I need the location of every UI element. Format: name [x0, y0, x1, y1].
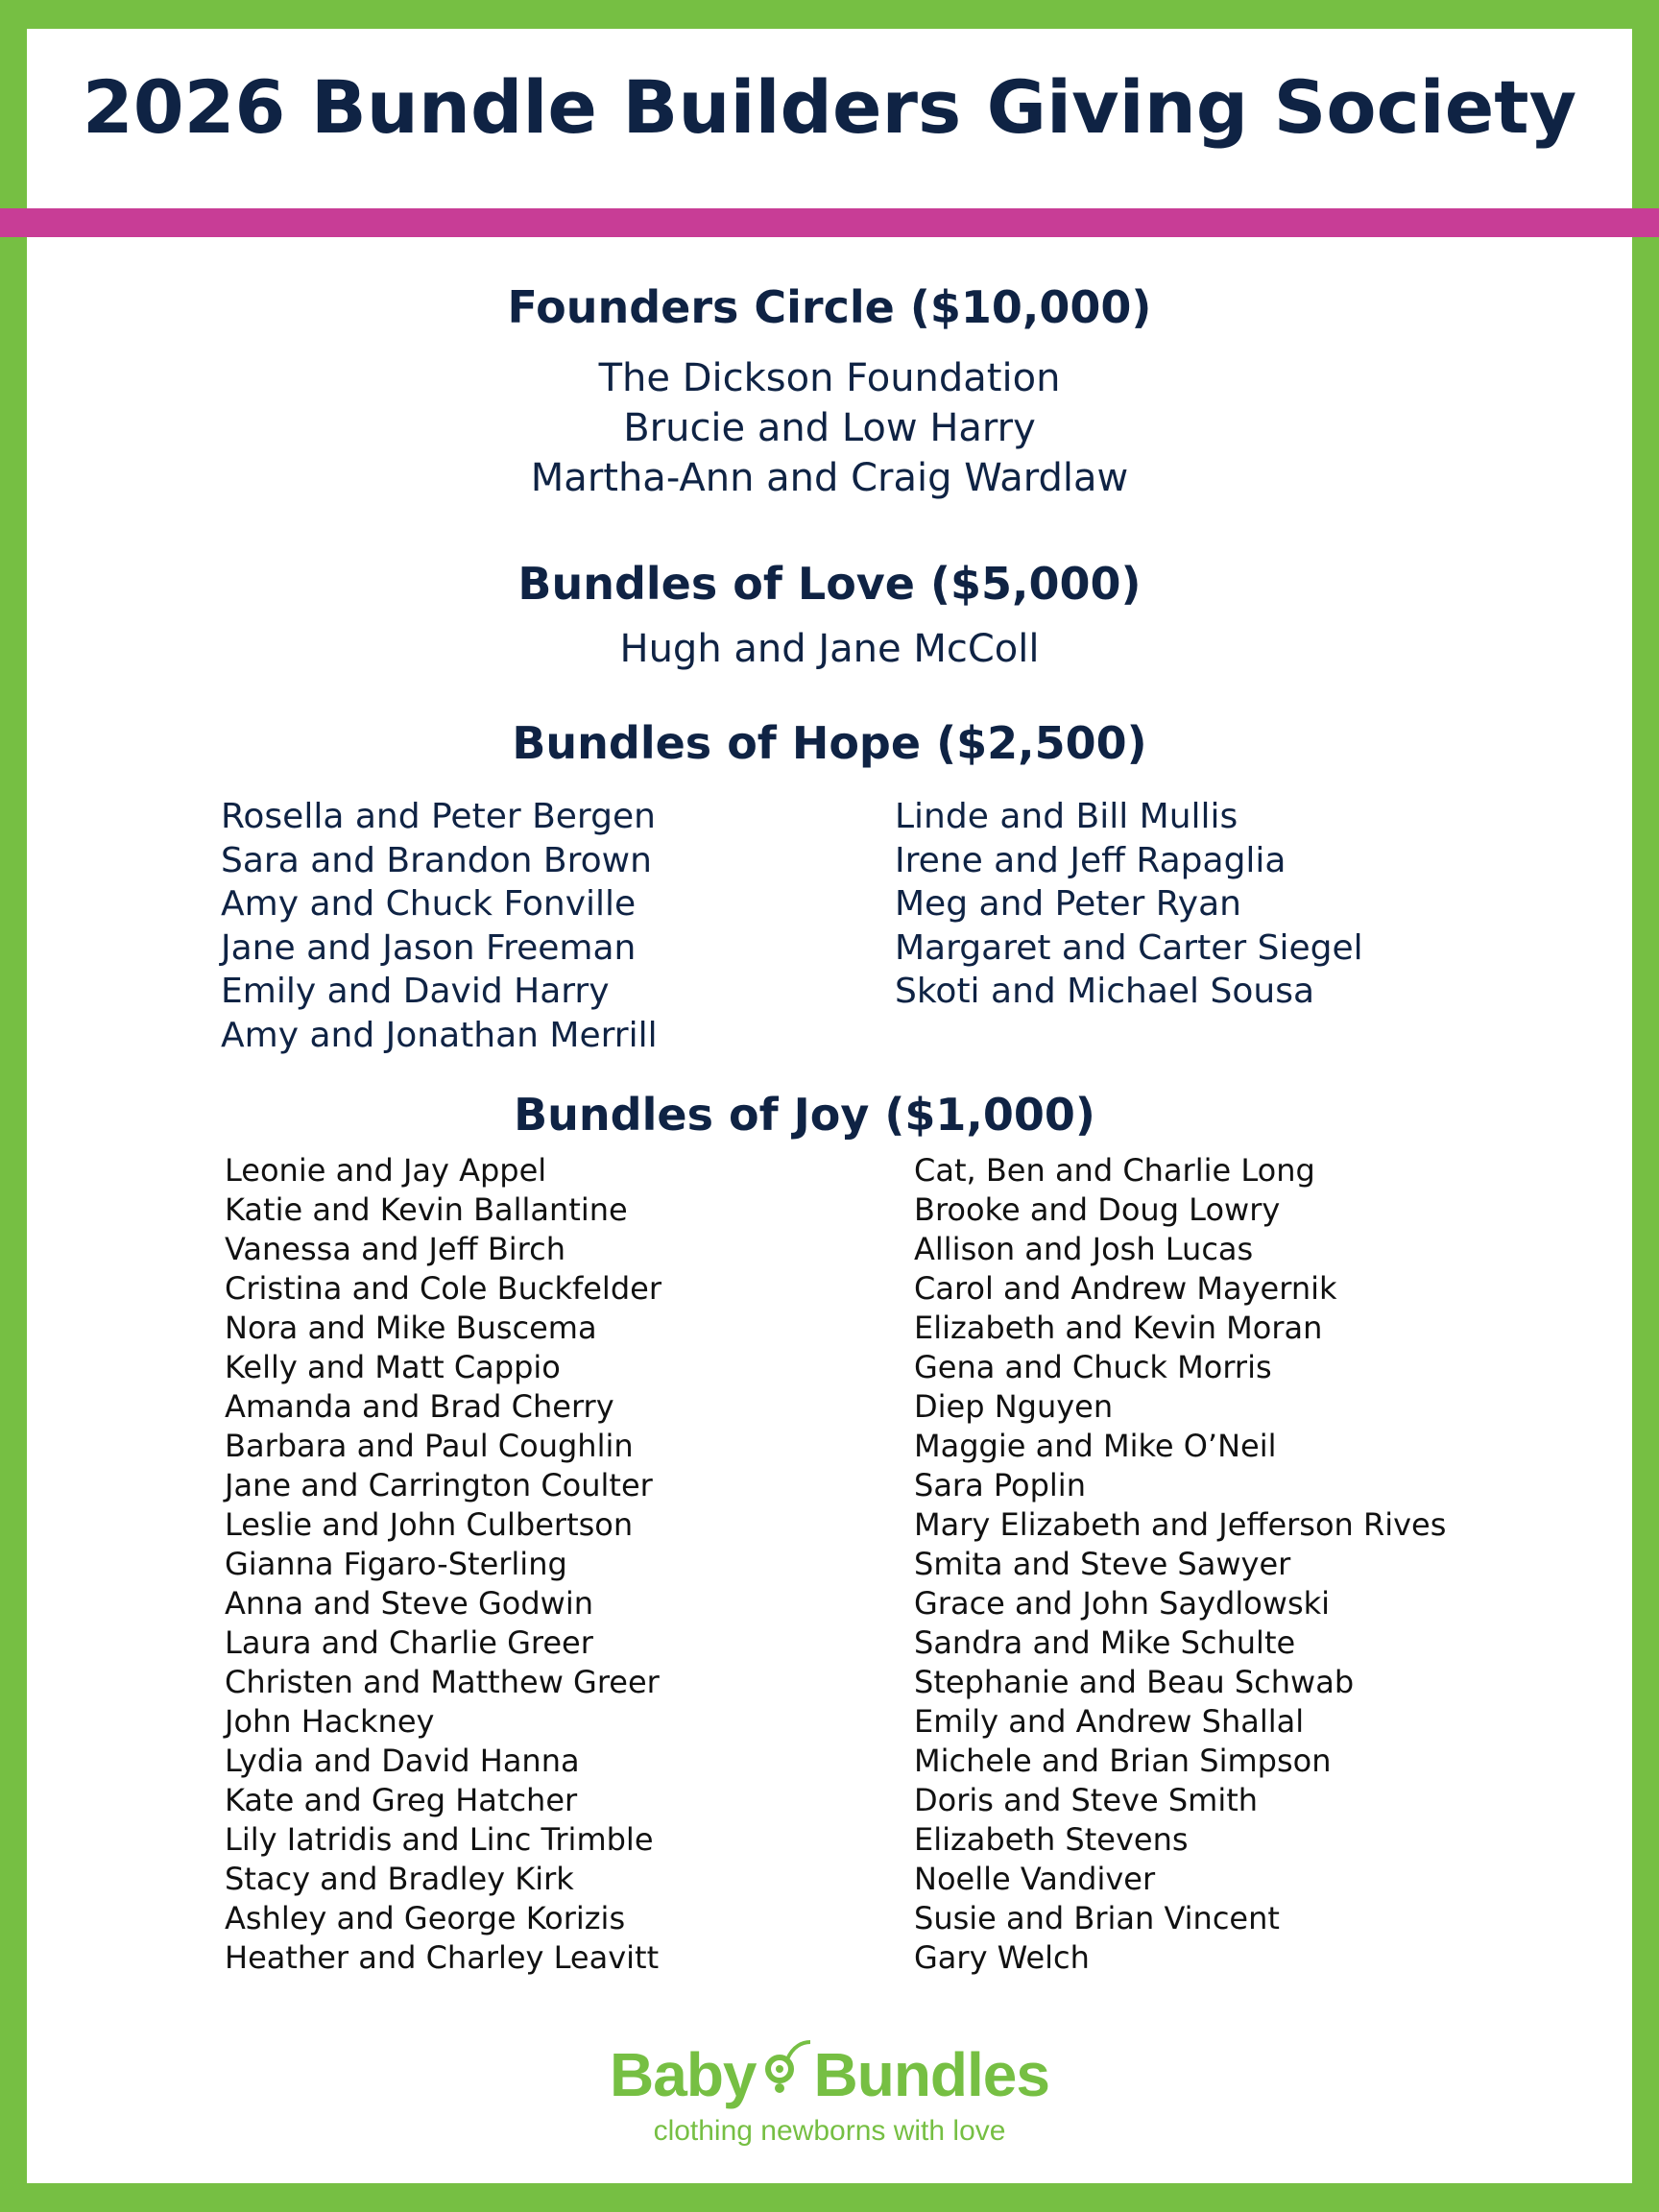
donor-name: Elizabeth Stevens — [914, 1821, 1189, 1858]
donor-name: Grace and John Saydlowski — [914, 1585, 1331, 1622]
donor-name: Barbara and Paul Coughlin — [225, 1428, 634, 1464]
donor-name: Amy and Chuck Fonville — [221, 884, 637, 925]
donor-name: Meg and Peter Ryan — [895, 884, 1241, 925]
donor-name: Emily and David Harry — [221, 972, 610, 1012]
joy-list-left — [225, 1151, 661, 1978]
donor-name: Lily Iatridis and Linc Trimble — [225, 1821, 654, 1858]
donor-name: Gena and Chuck Morris — [914, 1349, 1272, 1385]
donor-name: Sandra and Mike Schulte — [914, 1624, 1296, 1661]
donor-name: The Dickson Foundation — [598, 356, 1061, 400]
donor-name: Michele and Brian Simpson — [914, 1743, 1332, 1779]
donor-name: Leonie and Jay Appel — [225, 1152, 547, 1189]
donor-name: Diep Nguyen — [914, 1388, 1114, 1425]
donor-name: Skoti and Michael Sousa — [895, 972, 1315, 1012]
donor-name: Smita and Steve Sawyer — [914, 1546, 1291, 1582]
hope-heading: Bundles of Hope ($2,500) — [512, 717, 1147, 769]
donor-name: John Hackney — [225, 1703, 435, 1740]
donor-name: Jane and Jason Freeman — [221, 927, 637, 968]
donor-name: Gary Welch — [914, 1939, 1090, 1976]
logo-wordmark — [0, 2033, 1659, 2113]
page-title: 2026 Bundle Builders Giving Society — [82, 64, 1577, 150]
donor-name: Cristina and Cole Buckfelder — [225, 1270, 661, 1307]
donor-name: Brooke and Doug Lowry — [914, 1191, 1281, 1228]
donor-name: Noelle Vandiver — [914, 1861, 1156, 1897]
donor-name: Katie and Kevin Ballantine — [225, 1191, 628, 1228]
donor-name: Doris and Steve Smith — [914, 1782, 1259, 1818]
love-heading: Bundles of Love ($5,000) — [517, 558, 1142, 610]
hope-list-left — [221, 795, 658, 1058]
donor-name: Sara Poplin — [914, 1467, 1086, 1503]
donor-name: Kate and Greg Hatcher — [225, 1782, 578, 1818]
donor-name: Jane and Carrington Coulter — [225, 1467, 653, 1503]
donor-name: Anna and Steve Godwin — [225, 1585, 593, 1622]
donor-name: Brucie and Low Harry — [623, 406, 1036, 450]
donor-name: Sara and Brandon Brown — [221, 840, 652, 880]
donor-name: Amy and Jonathan Merrill — [221, 1015, 658, 1055]
founders-list — [0, 353, 1659, 503]
donor-name: Maggie and Mike O’Neil — [914, 1428, 1277, 1464]
donor-name: Kelly and Matt Cappio — [225, 1349, 561, 1385]
donor-name: Irene and Jeff Rapaglia — [895, 840, 1286, 880]
donor-name: Martha-Ann and Craig Wardlaw — [530, 456, 1129, 500]
donor-name: Margaret and Carter Siegel — [895, 927, 1363, 968]
donor-name: Linde and Bill Mullis — [895, 797, 1238, 836]
baby-bundles-logo — [0, 2033, 1659, 2150]
rattle-icon — [758, 2036, 812, 2113]
joy-heading: Bundles of Joy ($1,000) — [514, 1089, 1095, 1141]
donor-name: Gianna Figaro-Sterling — [225, 1546, 567, 1582]
donor-name: Lydia and David Hanna — [225, 1743, 580, 1779]
donor-name: Rosella and Peter Bergen — [221, 797, 656, 836]
hope-list-right — [895, 795, 1363, 1014]
joy-list-right — [914, 1151, 1446, 1978]
donor-name: Stephanie and Beau Schwab — [914, 1664, 1355, 1700]
logo-word-bundles: Bundles — [813, 2040, 1049, 2110]
donor-name: Laura and Charlie Greer — [225, 1624, 593, 1661]
love-list — [0, 624, 1659, 674]
donor-name: Hugh and Jane McColl — [619, 627, 1040, 671]
logo-word-baby: Baby — [610, 2040, 757, 2110]
donor-name: Stacy and Bradley Kirk — [225, 1861, 574, 1897]
donor-name: Heather and Charley Leavitt — [225, 1939, 660, 1976]
donor-name: Christen and Matthew Greer — [225, 1664, 660, 1700]
logo-tagline: clothing newborns with love — [653, 2115, 1006, 2148]
donor-name: Cat, Ben and Charlie Long — [914, 1152, 1315, 1189]
donor-name: Leslie and John Culbertson — [225, 1506, 634, 1543]
donor-name: Allison and Josh Lucas — [914, 1231, 1254, 1267]
donor-name: Amanda and Brad Cherry — [225, 1388, 614, 1425]
donor-name: Susie and Brian Vincent — [914, 1900, 1280, 1936]
donor-name: Nora and Mike Buscema — [225, 1310, 597, 1346]
donor-name: Carol and Andrew Mayernik — [914, 1270, 1337, 1307]
donor-name: Elizabeth and Kevin Moran — [914, 1310, 1323, 1346]
donor-name: Ashley and George Korizis — [225, 1900, 626, 1936]
accent-band — [0, 208, 1659, 237]
donor-name: Mary Elizabeth and Jefferson Rives — [914, 1506, 1447, 1543]
founders-heading: Founders Circle ($10,000) — [507, 281, 1152, 333]
donor-name: Emily and Andrew Shallal — [914, 1703, 1305, 1740]
donor-name: Vanessa and Jeff Birch — [225, 1231, 565, 1267]
